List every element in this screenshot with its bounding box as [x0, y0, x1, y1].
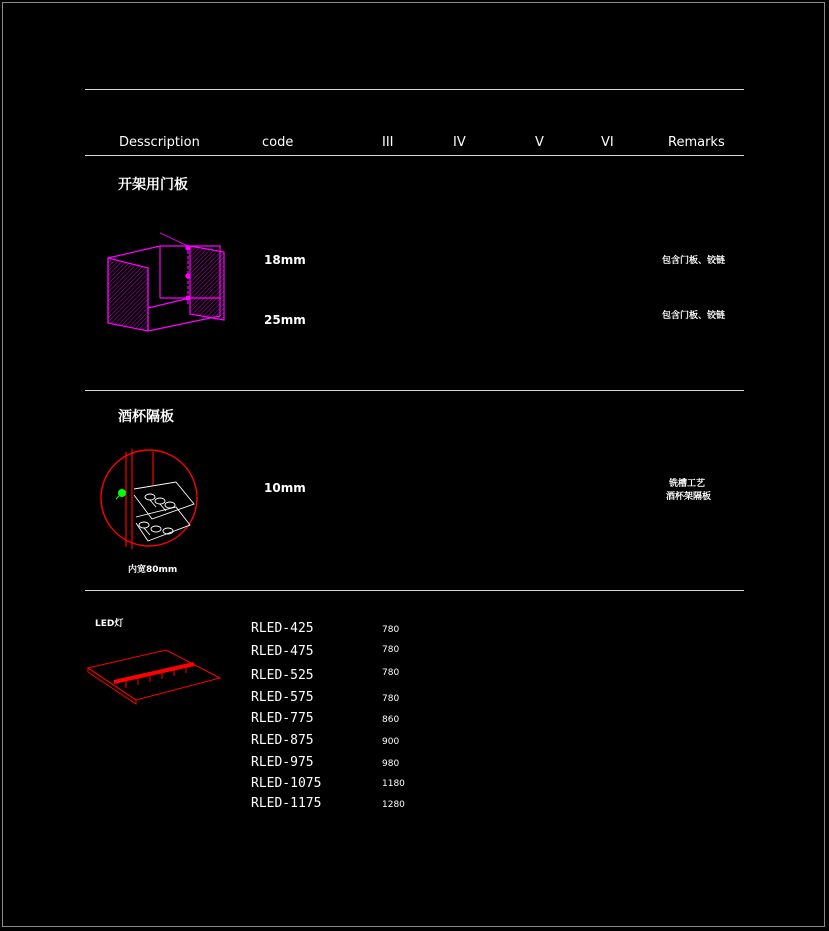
- led-value: 1180: [382, 779, 405, 789]
- led-code: RLED-1175: [251, 796, 322, 811]
- door-cabinet-drawing: [100, 228, 235, 338]
- section-rule-1: [85, 390, 744, 391]
- section-title-wine-shelf: 酒杯隔板: [118, 409, 174, 425]
- row-remark-line-1: 铣槽工艺: [669, 479, 706, 489]
- led-value: 900: [382, 737, 400, 747]
- led-code: RLED-475: [251, 644, 314, 659]
- led-code: RLED-425: [251, 621, 314, 636]
- led-code: RLED-875: [251, 733, 314, 748]
- led-value: 1280: [382, 800, 405, 810]
- header-v: V: [535, 135, 544, 150]
- header-code: code: [262, 135, 294, 150]
- row-remark: 包含门板、铰链: [662, 256, 726, 266]
- led-strip-drawing: [86, 640, 222, 702]
- led-value: 780: [382, 645, 400, 655]
- section-rule-2: [85, 590, 744, 591]
- led-code: RLED-525: [251, 668, 314, 683]
- table-top-rule: [85, 89, 744, 90]
- header-description: Desscription: [119, 135, 200, 150]
- led-value: 980: [382, 759, 400, 769]
- row-code: 18mm: [264, 253, 306, 267]
- led-code: RLED-975: [251, 755, 314, 770]
- led-code: RLED-575: [251, 690, 314, 705]
- header-iv: IV: [453, 135, 466, 150]
- led-value: 780: [382, 625, 400, 635]
- led-value: 780: [382, 694, 400, 704]
- led-value: 860: [382, 715, 400, 725]
- led-code: RLED-1075: [251, 776, 322, 791]
- row-remark: 包含门板、铰链: [662, 311, 726, 321]
- row-remark-line-2: 酒杯架隔板: [666, 492, 712, 502]
- led-code: RLED-775: [251, 711, 314, 726]
- row-code: 10mm: [264, 481, 306, 495]
- header-remarks: Remarks: [668, 135, 725, 150]
- wine-shelf-caption: 内宽80mm: [128, 565, 178, 575]
- header-iii: III: [382, 135, 394, 150]
- wine-shelf-drawing: [98, 449, 202, 553]
- led-value: 780: [382, 668, 400, 678]
- row-code: 25mm: [264, 313, 306, 327]
- section-title-led: LED灯: [95, 619, 124, 629]
- section-title-door-panel: 开架用门板: [118, 177, 188, 193]
- header-vi: VI: [601, 135, 614, 150]
- header-rule: [85, 155, 744, 156]
